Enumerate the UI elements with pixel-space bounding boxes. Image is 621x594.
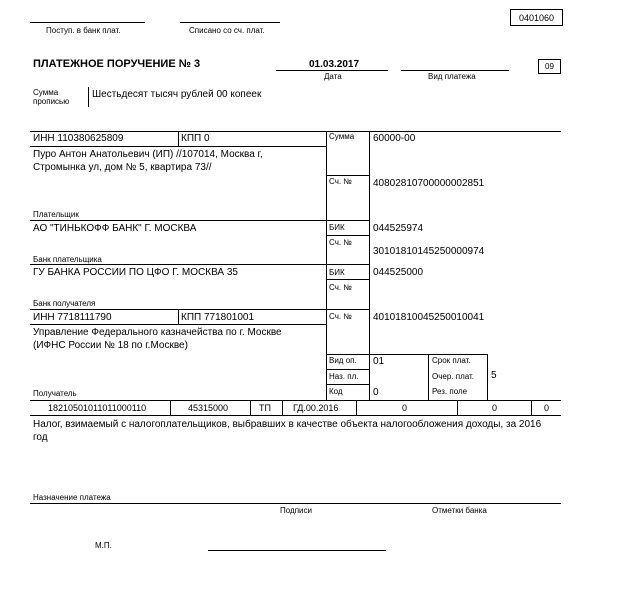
amount-value: 60000-00 — [373, 133, 416, 144]
payee-label: Получатель — [33, 389, 77, 398]
order-label: Очер. плат. — [432, 372, 475, 381]
grid-line-payee-bank-bottom — [30, 309, 369, 310]
tax-payment-type: 0 — [544, 403, 550, 413]
grid-divider-right-2 — [487, 354, 488, 400]
payee-acc-label: Сч. № — [329, 312, 352, 321]
tax-oktmo: 45315000 — [188, 403, 229, 413]
grid-line-opfields-2 — [326, 369, 369, 370]
stamp-label: М.П. — [95, 541, 112, 550]
payee-bank-bik-label: БИК — [329, 268, 345, 277]
payer-kpp: КПП 0 — [181, 133, 210, 144]
signature-line — [208, 550, 386, 551]
tax-divider-5 — [457, 400, 458, 415]
amount-label: Сумма — [329, 132, 355, 141]
payee-name-line2: (ИФНС России № 18 по г.Москве) — [33, 340, 188, 351]
payer-bank-label: Банк плательщика — [33, 255, 102, 264]
status-code-box — [538, 59, 561, 74]
amount-words-divider — [88, 87, 89, 107]
tax-doc-number: 0 — [402, 403, 408, 413]
payer-label: Плательщик — [33, 210, 79, 219]
bank-received-line — [30, 22, 145, 23]
payee-name-line1: Управление Федерального казначейства по г. Москве — [33, 327, 282, 338]
payer-inn: ИНН 110380625809 — [33, 133, 124, 144]
form-code: 0401060 — [518, 12, 555, 23]
grid-divider-right-1 — [428, 354, 429, 400]
code-value: 0 — [373, 387, 379, 398]
payer-bank-bik: 044525974 — [373, 223, 424, 234]
document-date: 01.03.2017 — [309, 59, 360, 70]
grid-line-payee-bottom — [30, 400, 561, 401]
grid-col2-left — [369, 131, 370, 400]
reserve-label: Рез. поле — [432, 387, 468, 396]
bank-received-label: Поступ. в банк плат. — [46, 26, 121, 35]
status-code: 09 — [545, 62, 554, 71]
term-label: Срок плат. — [432, 356, 471, 365]
grid-line-bik2-bottom — [326, 279, 369, 280]
payer-account-label: Сч. № — [329, 177, 352, 186]
order-value: 5 — [491, 370, 497, 381]
tax-divider-3 — [282, 400, 283, 415]
grid-line-payee-inn — [30, 324, 326, 325]
tax-divider-4 — [356, 400, 357, 415]
payment-type-line — [401, 70, 509, 71]
grid-line-opfields-3 — [326, 384, 369, 385]
payment-purpose-line2: год — [33, 432, 48, 443]
payer-bank-acc: 30101810145250000974 — [373, 246, 485, 257]
code-label: Код — [329, 387, 343, 396]
document-title: ПЛАТЕЖНОЕ ПОРУЧЕНИЕ № 3 — [33, 58, 201, 70]
payer-name-line2: Стромынка ул, дом № 5, квартира 73// — [33, 162, 212, 173]
form-code-box — [510, 9, 563, 26]
debited-line — [180, 22, 280, 23]
grid-divider-kpp — [178, 131, 179, 146]
bank-marks-label: Отметки банка — [432, 506, 487, 515]
payee-bank-name: ГУ БАНКА РОССИИ ПО ЦФО Г. МОСКВА 35 — [33, 267, 238, 278]
signatures-label: Подписи — [280, 506, 312, 515]
tax-divider-6 — [531, 400, 532, 415]
amount-words-label-1: Сумма — [33, 88, 59, 97]
payee-inn: ИНН 7718111790 — [33, 312, 112, 323]
purpose-bottom-line — [30, 503, 561, 504]
payment-purpose-label: Назначение платежа — [33, 493, 111, 502]
tax-basis: ТП — [259, 403, 271, 413]
payer-account-value: 40802810700000002851 — [373, 178, 485, 189]
debited-label: Списано со сч. плат. — [189, 26, 265, 35]
payer-name-line1: Пуро Антон Анатольевич (ИП) //107014, Москва г, — [33, 149, 263, 160]
purpose-code-label: Наз. пл. — [329, 372, 359, 381]
grid-line-opfields-top — [326, 354, 487, 355]
grid-divider-payee-kpp — [178, 309, 179, 324]
op-type-value: 01 — [373, 356, 385, 367]
payment-type-label: Вид платежа — [428, 72, 476, 81]
grid-line-inn — [30, 146, 326, 147]
payer-bank-acc-label: Сч. № — [329, 238, 352, 247]
tax-divider-2 — [250, 400, 251, 415]
date-line — [276, 70, 388, 71]
grid-line-top — [30, 131, 561, 132]
payer-bank-name: АО "ТИНЬКОФФ БАНК" Г. МОСКВА — [33, 223, 197, 234]
tax-divider-1 — [170, 400, 171, 415]
date-label: Дата — [324, 72, 342, 81]
op-type-label: Вид оп. — [329, 356, 357, 365]
grid-line-payer-bottom — [30, 220, 369, 221]
payee-acc: 40101810045250010041 — [373, 312, 485, 323]
payee-bank-label: Банк получателя — [33, 299, 96, 308]
tax-kbk: 18210501011011000110 — [48, 403, 147, 413]
grid-line-bik1-bottom — [326, 235, 369, 236]
grid-line-payer-acc — [326, 175, 369, 176]
tax-period: ГД.00.2016 — [293, 403, 339, 413]
amount-words-value: Шестьдесят тысяч рублей 00 копеек — [92, 89, 262, 100]
payee-bank-bik: 044525000 — [373, 267, 424, 278]
amount-words-label-2: прописью — [33, 97, 70, 106]
grid-line-payer-bank-bottom — [30, 264, 369, 265]
payer-bank-bik-label: БИК — [329, 223, 345, 232]
payee-bank-acc-label: Сч. № — [329, 283, 352, 292]
payee-kpp: КПП 771801001 — [181, 312, 255, 323]
grid-col1-left — [326, 131, 327, 400]
payment-purpose-line1: Налог, взимаемый с налогоплательщиков, выбравших в качестве объекта налогообложения доходы, за 2016 — [33, 419, 542, 430]
tax-doc-date: 0 — [492, 403, 498, 413]
grid-line-tax-bottom — [30, 415, 561, 416]
